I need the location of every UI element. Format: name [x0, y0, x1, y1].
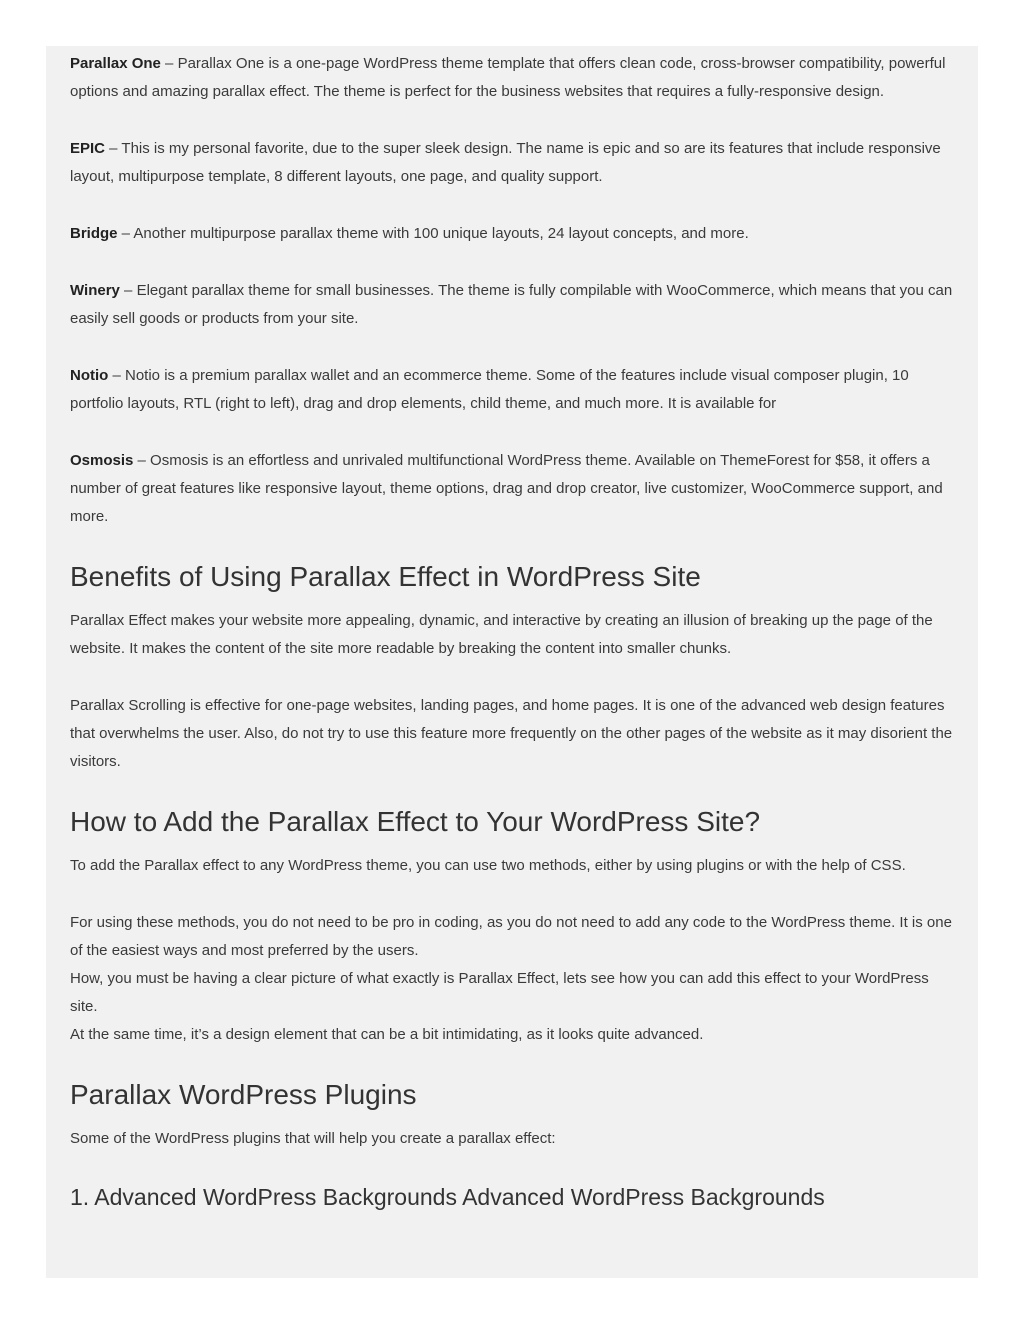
- theme-name: EPIC: [70, 140, 106, 157]
- benefits-paragraph: Parallax Effect makes your website more appealing, dynamic, and interactive by creating an illusion of breaking up the page of the website. It makes the content of the site more readable by breaking the content into smaller chunks.: [70, 612, 933, 657]
- theme-description: – Parallax One is a one-page WordPress theme template that offers clean code, cross-browser compatibility, powerful options and amazing parallax effect. The theme is perfect for the business websites that requires a fully-responsive design.: [70, 55, 946, 100]
- theme-name: Winery: [70, 282, 120, 299]
- theme-name: Parallax One: [70, 55, 161, 72]
- theme-description: – Notio is a premium parallax wallet and an ecommerce theme. Some of the features include visual composer plugin, 10 portfolio layouts, RTL (right to left), drag and drop elements, child theme, and much more. It is available for: [70, 367, 909, 412]
- benefits-heading: Benefits of Using Parallax Effect in WordPress Site: [70, 561, 701, 592]
- theme-item-parallax-one: [70, 50, 954, 106]
- theme-description: – Elegant parallax theme for small businesses. The theme is fully compilable with WooCommerce, which means that you can easily sell goods or products from your site.: [70, 282, 953, 327]
- benefits-paragraph: Parallax Scrolling is effective for one-page websites, landing pages, and home pages. It is one of the advanced web design features that overwhelms the user. Also, do not try to use this feature more frequently on the other pages of the website as it may disorient the visitors.: [70, 697, 953, 770]
- theme-item-winery: [70, 277, 954, 333]
- theme-description: – Osmosis is an effortless and unrivaled multifunctional WordPress theme. Available on ThemeForest for $58, it offers a number of great features like responsive layout, theme options, drag and drop creator, live customizer, WooCommerce support, and more.: [70, 452, 943, 525]
- howto-heading: How to Add the Parallax Effect to Your WordPress Site?: [70, 806, 761, 837]
- plugins-intro: Some of the WordPress plugins that will help you create a parallax effect:: [70, 1130, 556, 1147]
- theme-name: Notio: [70, 367, 109, 384]
- plugin-item-heading: 1. Advanced WordPress Backgrounds Advanced WordPress Backgrounds: [70, 1184, 825, 1210]
- plugins-heading: Parallax WordPress Plugins: [70, 1079, 417, 1110]
- howto-paragraph: For using these methods, you do not need to be pro in coding, as you do not need to add any code to the WordPress theme. It is one of the easiest ways and most preferred by the users.: [70, 914, 952, 959]
- theme-item-bridge: [70, 220, 954, 248]
- theme-name: Bridge: [70, 225, 118, 242]
- howto-paragraph: At the same time, it’s a design element that can be a bit intimidating, as it looks quite advanced.: [70, 1026, 704, 1043]
- theme-name: Osmosis: [70, 452, 134, 469]
- howto-paragraph: How, you must be having a clear picture of what exactly is Parallax Effect, lets see how you can add this effect to your WordPress site.: [70, 970, 929, 1015]
- howto-paragraph: To add the Parallax effect to any WordPress theme, you can use two methods, either by using plugins or with the help of CSS.: [70, 857, 906, 874]
- theme-item-epic: [70, 135, 954, 191]
- theme-description: – This is my personal favorite, due to the super sleek design. The name is epic and so are its features that include responsive layout, multipurpose template, 8 different layouts, one page, and quality support.: [70, 140, 941, 185]
- article-content: [46, 46, 978, 1278]
- theme-item-notio: [70, 362, 954, 418]
- theme-item-osmosis: [70, 447, 954, 531]
- theme-description: – Another multipurpose parallax theme with 100 unique layouts, 24 layout concepts, and more.: [117, 225, 749, 242]
